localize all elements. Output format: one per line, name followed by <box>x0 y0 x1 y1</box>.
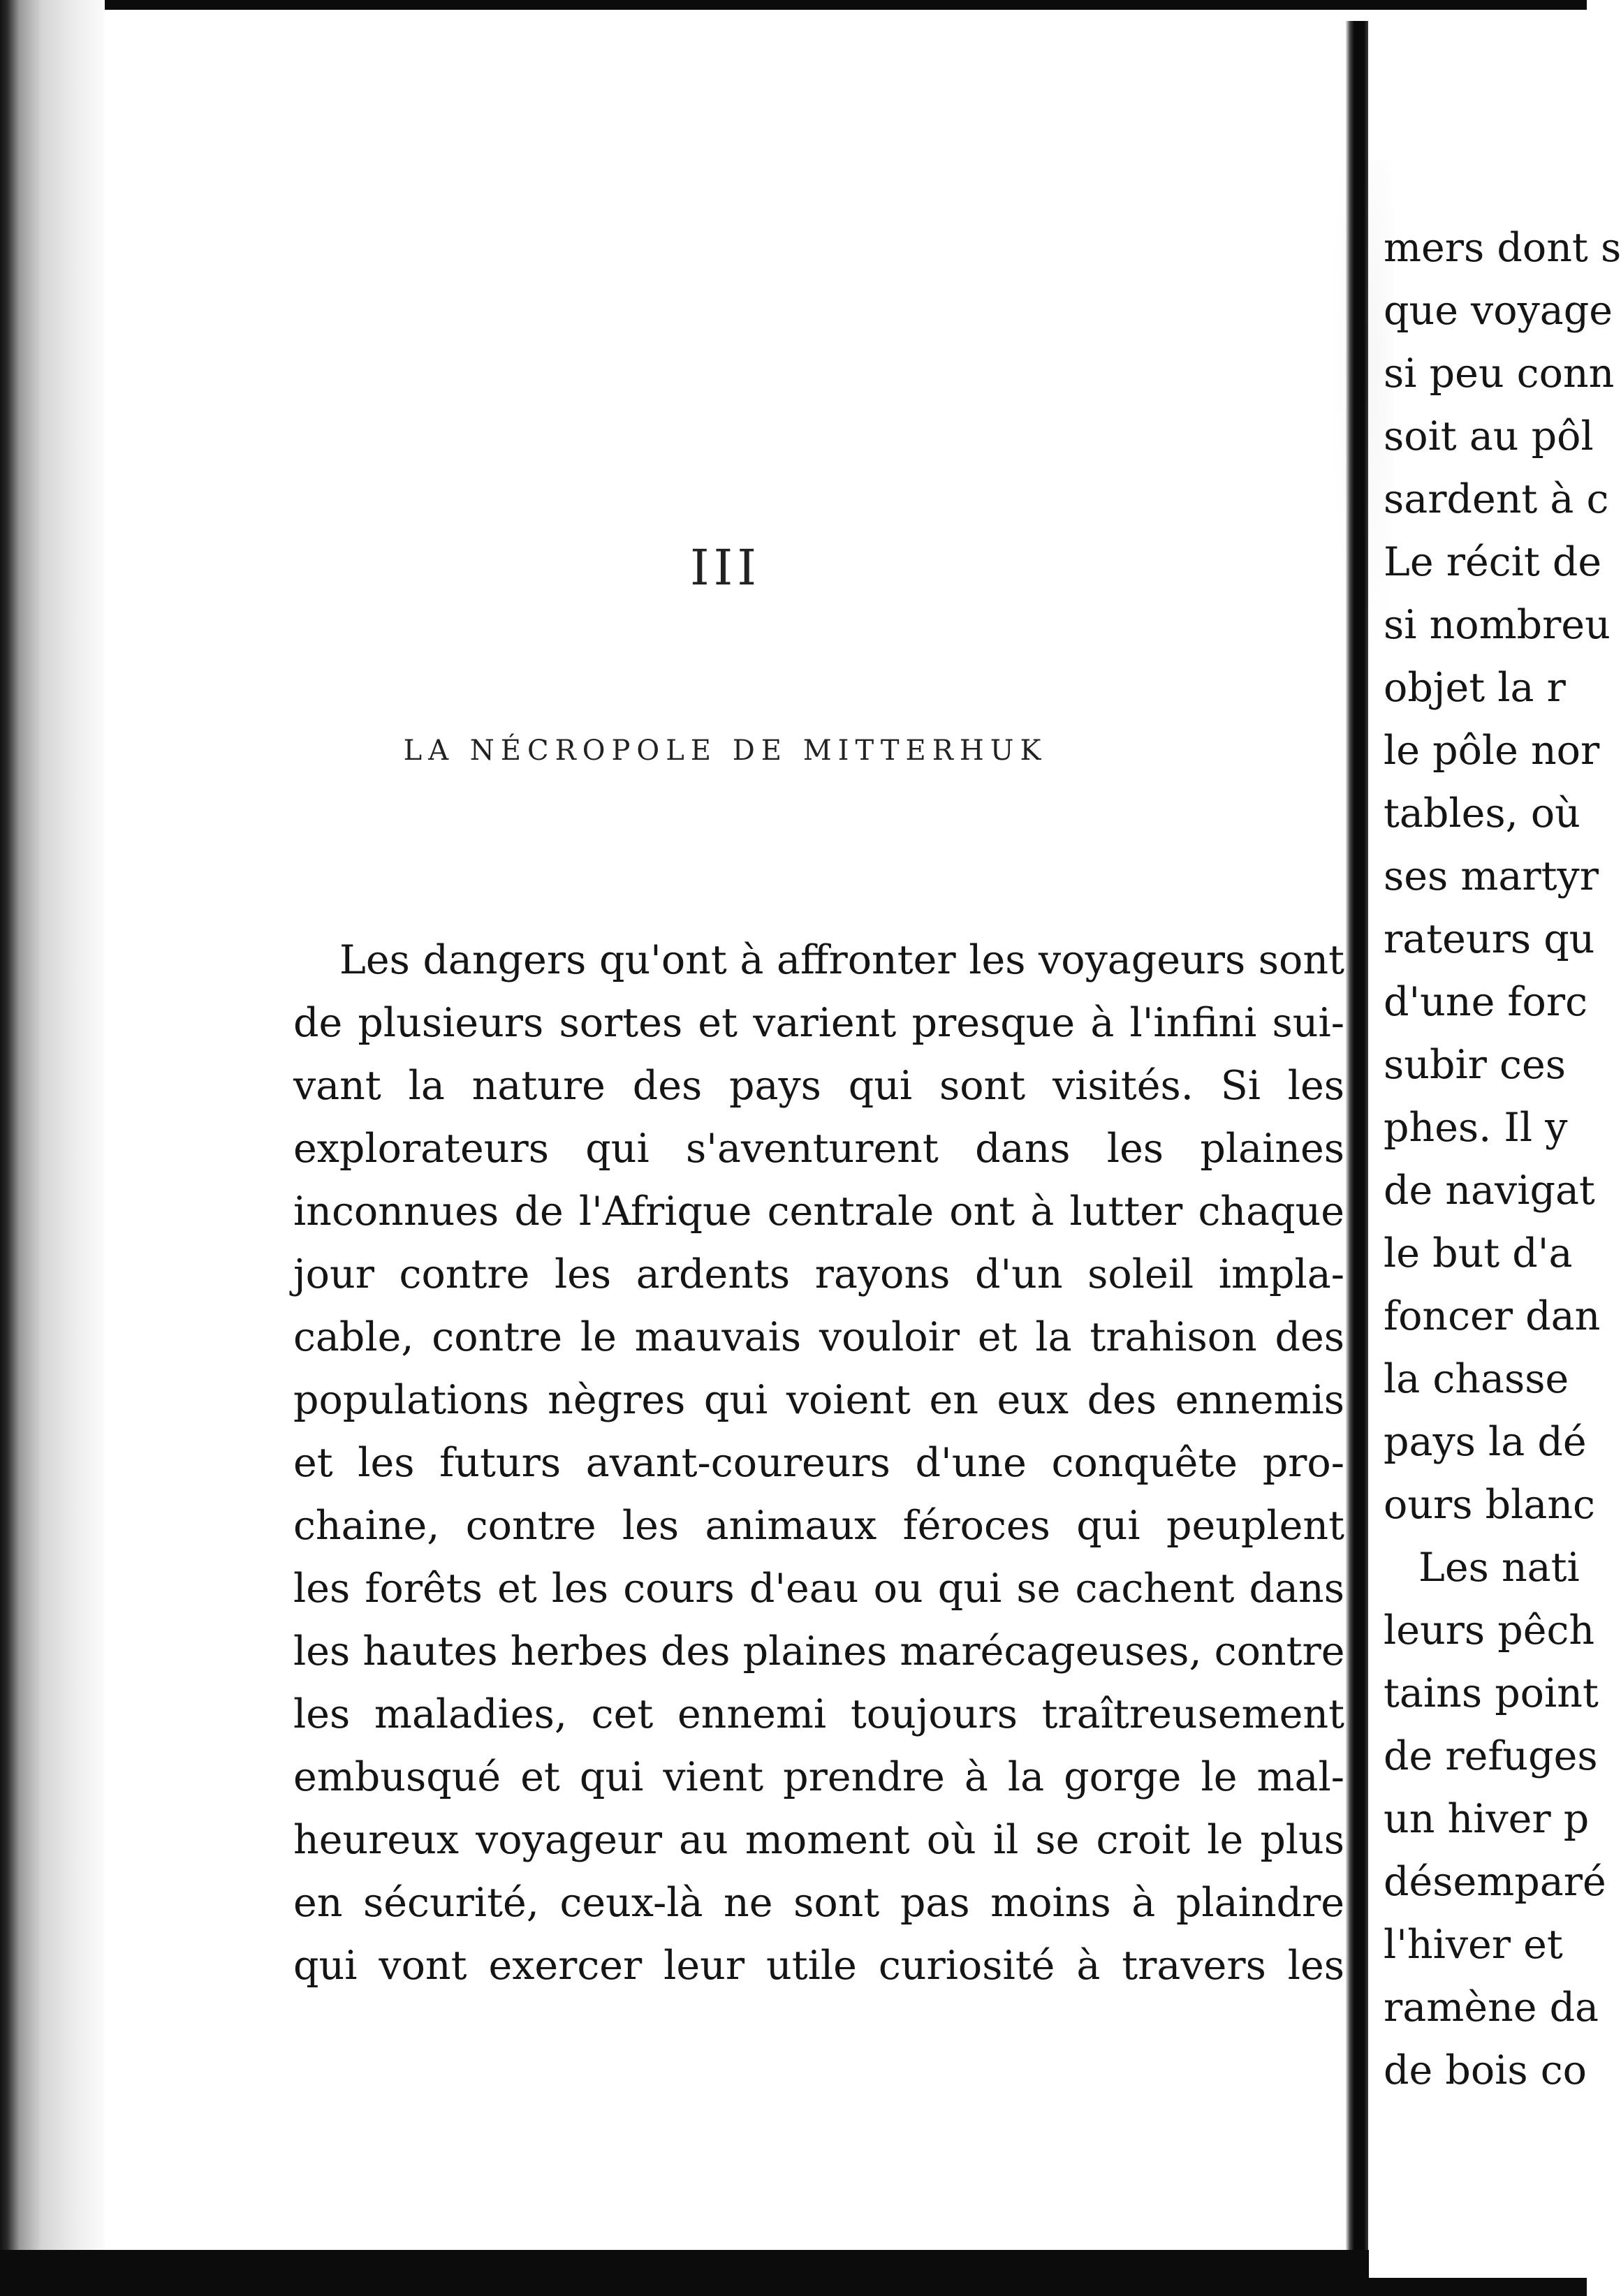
right-page-line: pays la dé <box>1384 1419 1587 1465</box>
body-line: jour contre les ardents rayons d'un soleil impla- <box>293 1251 1344 1297</box>
right-page-line: si peu conn <box>1384 351 1615 397</box>
right-page-line: leurs pêch <box>1384 1607 1595 1654</box>
right-page-line: un hiver p <box>1384 1796 1590 1842</box>
right-page-line: Les nati <box>1418 1545 1580 1591</box>
right-page-line: foncer dan <box>1384 1293 1601 1339</box>
right-page-line: la chasse <box>1384 1356 1569 1402</box>
right-page-line: mers dont s <box>1384 225 1621 271</box>
right-page-line: si nombreu <box>1384 602 1611 648</box>
book-page-edges <box>0 0 105 2296</box>
scan-top-edge <box>0 0 1587 10</box>
chapter-number: III <box>690 539 761 596</box>
body-line: heureux voyageur au moment où il se croit le plus <box>293 1817 1344 1863</box>
body-line: qui vont exercer leur utile curiosité à travers les <box>293 1943 1344 1989</box>
right-page-line: de bois co <box>1384 2047 1587 2093</box>
right-page-line: rateurs qu <box>1384 916 1595 962</box>
right-page-line: phes. Il y <box>1384 1105 1568 1151</box>
body-line: les forêts et les cours d'eau ou qui se cachent dans <box>293 1566 1344 1612</box>
right-page-line: tains point <box>1384 1670 1599 1716</box>
right-page <box>1368 10 1621 2278</box>
body-line: populations nègres qui voient en eux des ennemis <box>293 1377 1344 1423</box>
body-line: chaine, contre les animaux féroces qui peuplent <box>293 1503 1344 1549</box>
body-line: Les dangers qu'ont à affronter les voyageurs sont <box>339 937 1344 983</box>
right-page-line: Le récit de <box>1384 539 1602 585</box>
body-line: inconnues de l'Afrique centrale ont à lutter chaque <box>293 1189 1344 1235</box>
right-page-line: soit au pôl <box>1384 413 1594 459</box>
right-page-line: le pôle nor <box>1384 728 1600 774</box>
body-line: et les futurs avant-coureurs d'une conquête pro- <box>293 1440 1344 1486</box>
right-page-line: sardent à c <box>1384 476 1609 522</box>
body-line: explorateurs qui s'aventurent dans les plaines <box>293 1126 1344 1172</box>
right-page-line: que voyage <box>1384 288 1613 334</box>
body-line: en sécurité, ceux-là ne sont pas moins à plaindre <box>293 1880 1344 1926</box>
body-line: de plusieurs sortes et varient presque à l'infini sui- <box>293 1000 1344 1046</box>
scan-bottom-edge <box>0 2250 1369 2296</box>
chapter-title: LA NÉCROPOLE DE MITTERHUK <box>403 735 1048 767</box>
right-page-line: subir ces <box>1384 1042 1566 1088</box>
book-gutter <box>1346 21 1368 2296</box>
body-line: cable, contre le mauvais vouloir et la trahison des <box>293 1314 1344 1360</box>
right-page-line: ramène da <box>1384 1985 1599 2031</box>
right-page-line: de refuges <box>1384 1733 1598 1779</box>
right-page-line: l'hiver et <box>1384 1922 1563 1968</box>
right-page-line: ours blanc <box>1384 1482 1595 1528</box>
left-page <box>105 10 1346 2250</box>
right-page-line: ses martyr <box>1384 853 1599 899</box>
right-page-line: désemparé <box>1384 1859 1606 1905</box>
body-line: embusqué et qui vient prendre à la gorge le mal- <box>293 1754 1344 1800</box>
body-line: les hautes herbes des plaines marécageuses, contre <box>293 1628 1345 1675</box>
right-page-line: le but d'a <box>1384 1230 1573 1276</box>
right-page-line: de navigat <box>1384 1168 1595 1214</box>
right-page-line: objet la r <box>1384 665 1566 711</box>
right-page-line: tables, où <box>1384 790 1580 837</box>
scan-bottom-edge-right <box>1346 2278 1587 2296</box>
body-line: vant la nature des pays qui sont visités. Si les <box>293 1063 1344 1109</box>
right-page-line: d'une forc <box>1384 979 1588 1025</box>
body-line: les maladies, cet ennemi toujours traîtreusement <box>293 1691 1344 1737</box>
